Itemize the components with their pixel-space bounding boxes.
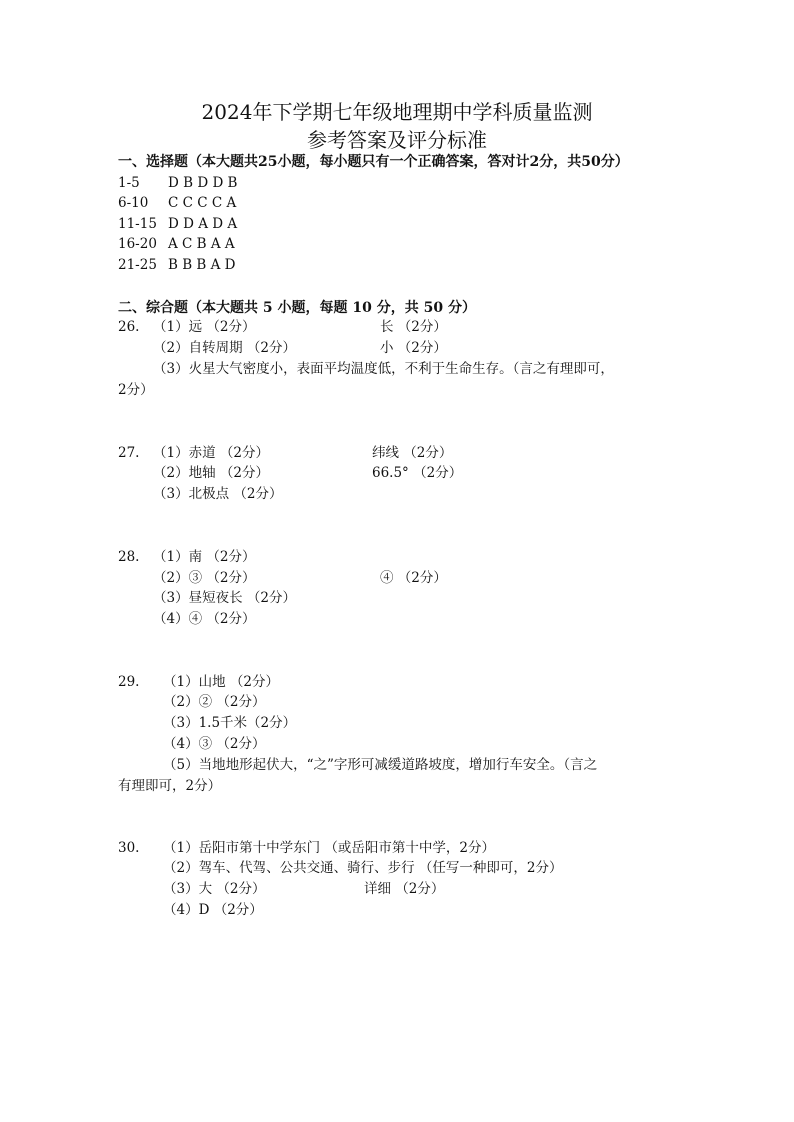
answer-line: （1）远 （2分）: [153, 319, 256, 335]
answer-line: （3）1.5千米（2分）: [163, 715, 297, 731]
answer-line: 66.5° （2分）: [372, 465, 463, 481]
question-number: 26.: [118, 319, 140, 335]
answer-line-continued: 2分）: [118, 382, 154, 398]
answer-line: 小 （2分）: [380, 340, 447, 356]
choice-row-range: 21-25: [118, 257, 157, 273]
page-subtitle: 参考答案及评分标准: [307, 128, 487, 152]
answer-line: （1）赤道 （2分）: [153, 445, 269, 461]
answer-line: （5）当地地形起伏大，“之”字形可减缓道路坡度，增加行车安全。（言之: [163, 757, 598, 773]
answer-line: 纬线 （2分）: [372, 445, 453, 461]
question-number: 27.: [118, 445, 140, 461]
question-number: 29.: [118, 674, 140, 690]
choice-row-answers: A C B A A: [168, 236, 235, 252]
answer-line: （1）南 （2分）: [153, 549, 256, 565]
choice-row-range: 16-20: [118, 236, 157, 252]
answer-line: （4）④ （2分）: [153, 611, 256, 627]
answer-line: （2）③ （2分）: [153, 570, 256, 586]
question-number: 30.: [118, 840, 140, 856]
answer-line: （3）火星大气密度小，表面平均温度低，不利于生命生存。（言之有理即可，: [153, 361, 614, 377]
answer-line: （3）昼短夜长 （2分）: [153, 590, 296, 606]
answer-line: （2）② （2分）: [163, 694, 266, 710]
section1-heading: 一、选择题（本大题共25小题，每小题只有一个正确答案，答对计2分，共50分）: [118, 154, 629, 170]
answer-line: （3）大 （2分）: [163, 881, 266, 897]
answer-line: 长 （2分）: [380, 319, 447, 335]
choice-row-answers: D D A D A: [168, 216, 238, 232]
answer-line: （2）驾车、代驾、公共交通、骑行、步行 （任写一种即可，2分）: [163, 860, 563, 876]
answer-line: （1）岳阳市第十中学东门 （或岳阳市第十中学，2分）: [163, 840, 495, 856]
choice-row-answers: D B D D B: [168, 175, 238, 191]
answer-line: （2）自转周期 （2分）: [153, 340, 296, 356]
choice-row-range: 11-15: [118, 216, 157, 232]
answer-line: ④ （2分）: [380, 570, 447, 586]
choice-row-answers: B B B A D: [168, 257, 236, 273]
section2-heading: 二、综合题（本大题共 5 小题，每题 10 分，共 50 分）: [118, 300, 476, 316]
answer-line: （3）北极点 （2分）: [153, 486, 283, 502]
answer-line: （1）山地 （2分）: [163, 674, 279, 690]
answer-line: （4）D （2分）: [163, 902, 263, 918]
answer-line: 详细 （2分）: [364, 881, 445, 897]
question-number: 28.: [118, 549, 140, 565]
answer-line: （2）地轴 （2分）: [153, 465, 269, 481]
choice-row-range: 1-5: [118, 175, 140, 191]
answer-line-continued: 有理即可，2分）: [118, 778, 222, 794]
page-title: 2024年下学期七年级地理期中学科质量监测: [201, 100, 593, 124]
answer-line: （4）③ （2分）: [163, 736, 266, 752]
choice-row-answers: C C C C A: [168, 195, 237, 211]
choice-row-range: 6-10: [118, 195, 149, 211]
